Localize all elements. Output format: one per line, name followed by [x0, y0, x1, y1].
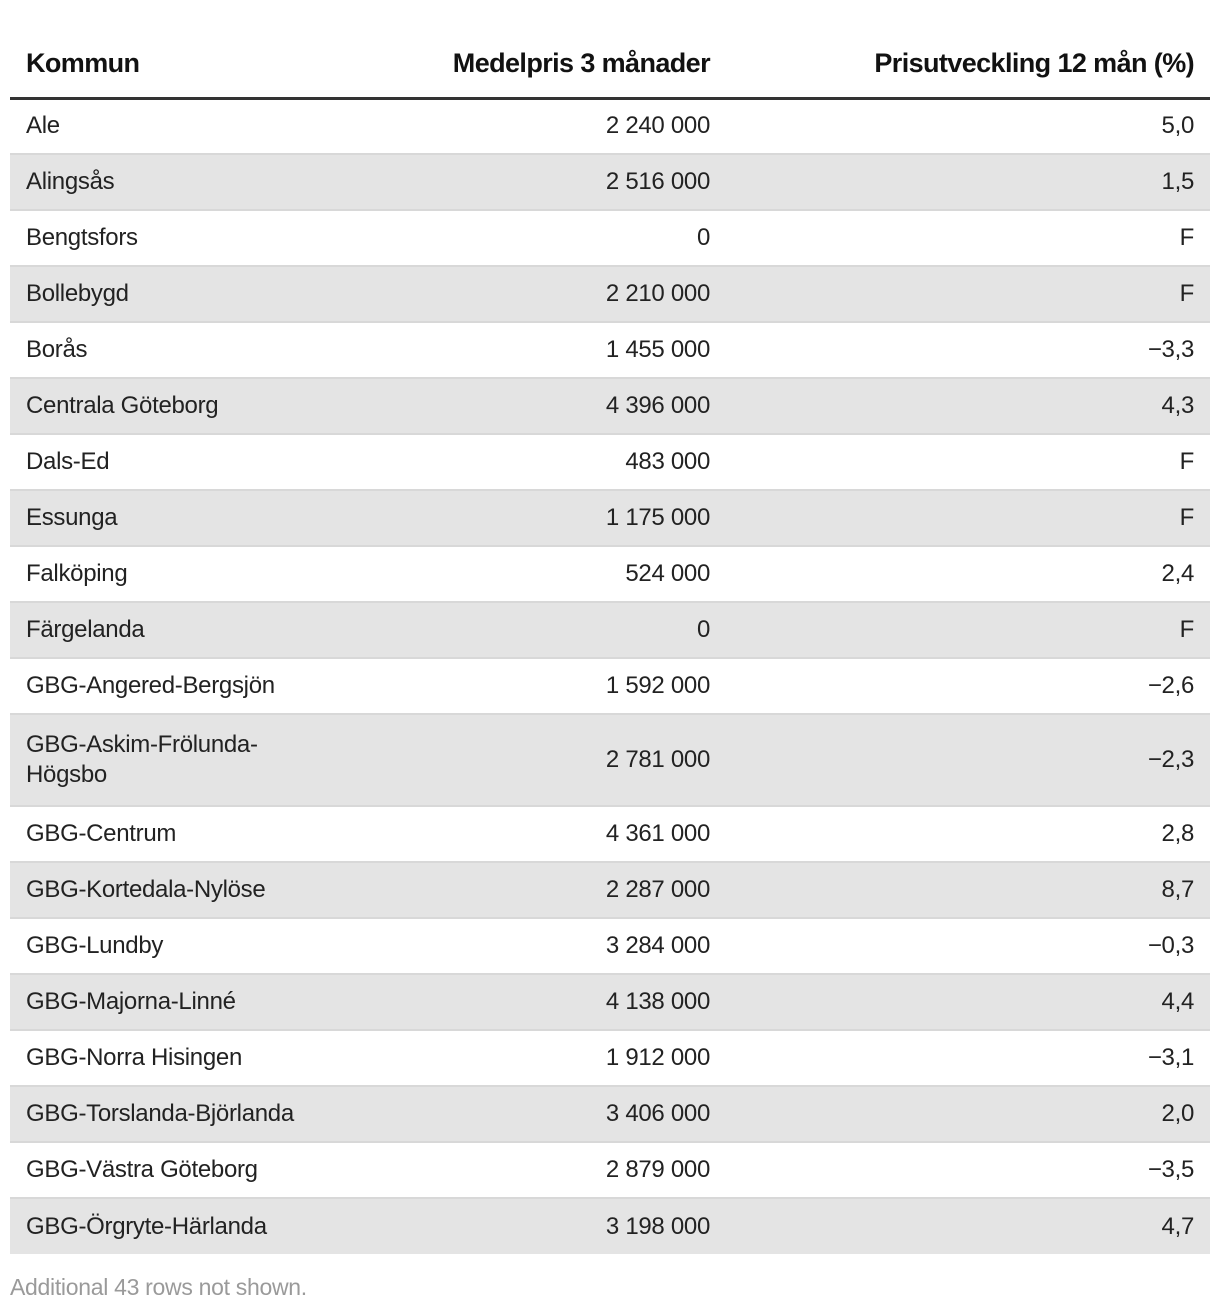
cell-prisutveckling: −0,3 [726, 918, 1210, 974]
cell-prisutveckling: F [726, 266, 1210, 322]
cell-prisutveckling: −3,3 [726, 322, 1210, 378]
cell-medelpris: 2 516 000 [330, 154, 726, 210]
cell-medelpris: 4 138 000 [330, 974, 726, 1030]
cell-medelpris: 1 592 000 [330, 658, 726, 714]
cell-kommun: GBG-Lundby [10, 918, 330, 974]
table-row [10, 434, 1210, 490]
cell-kommun-line: GBG-Askim-Frölunda- [26, 731, 258, 758]
cell-kommun [10, 714, 330, 806]
price-table [10, 0, 1210, 1254]
cell-kommun: Ale [10, 98, 330, 154]
cell-medelpris: 0 [330, 602, 726, 658]
table-row [10, 322, 1210, 378]
price-table-container [10, 0, 1210, 1254]
cell-kommun: Bengtsfors [10, 210, 330, 266]
table-row [10, 658, 1210, 714]
table-row [10, 714, 1210, 806]
cell-prisutveckling: 4,3 [726, 378, 1210, 434]
cell-kommun: Bollebygd [10, 266, 330, 322]
column-header-prisutveckling[interactable]: Prisutveckling 12 mån (%) [726, 0, 1210, 98]
cell-medelpris: 4 396 000 [330, 378, 726, 434]
table-row [10, 806, 1210, 862]
cell-kommun: Färgelanda [10, 602, 330, 658]
cell-prisutveckling: 1,5 [726, 154, 1210, 210]
table-row [10, 98, 1210, 154]
cell-kommun: GBG-Norra Hisingen [10, 1030, 330, 1086]
table-row [10, 490, 1210, 546]
header-row [10, 0, 1210, 98]
cell-medelpris: 2 781 000 [330, 714, 726, 806]
cell-prisutveckling: 2,0 [726, 1086, 1210, 1142]
table-row [10, 1198, 1210, 1254]
cell-medelpris: 483 000 [330, 434, 726, 490]
table-row [10, 1142, 1210, 1198]
cell-prisutveckling: F [726, 490, 1210, 546]
cell-prisutveckling: F [726, 210, 1210, 266]
cell-kommun: Alingsås [10, 154, 330, 210]
cell-medelpris: 1 455 000 [330, 322, 726, 378]
table-row [10, 1086, 1210, 1142]
cell-prisutveckling: 4,7 [726, 1198, 1210, 1254]
cell-prisutveckling: 8,7 [726, 862, 1210, 918]
table-row [10, 1030, 1210, 1086]
cell-prisutveckling: −2,6 [726, 658, 1210, 714]
cell-prisutveckling: 2,8 [726, 806, 1210, 862]
cell-kommun-line: Högsbo [26, 761, 107, 788]
table-row [10, 602, 1210, 658]
cell-medelpris: 3 284 000 [330, 918, 726, 974]
cell-medelpris: 1 912 000 [330, 1030, 726, 1086]
cell-kommun: Centrala Göteborg [10, 378, 330, 434]
cell-medelpris: 3 406 000 [330, 1086, 726, 1142]
cell-kommun: GBG-Majorna-Linné [10, 974, 330, 1030]
column-header-kommun[interactable]: Kommun [10, 0, 330, 98]
table-row [10, 546, 1210, 602]
cell-prisutveckling: F [726, 434, 1210, 490]
column-header-medelpris[interactable]: Medelpris 3 månader [330, 0, 726, 98]
cell-kommun: GBG-Västra Göteborg [10, 1142, 330, 1198]
cell-kommun: Borås [10, 322, 330, 378]
cell-kommun: Essunga [10, 490, 330, 546]
cell-prisutveckling: −3,1 [726, 1030, 1210, 1086]
cell-medelpris: 2 879 000 [330, 1142, 726, 1198]
cell-prisutveckling: F [726, 602, 1210, 658]
cell-prisutveckling: −2,3 [726, 714, 1210, 806]
table-row [10, 918, 1210, 974]
table-row [10, 862, 1210, 918]
table-row [10, 210, 1210, 266]
cell-medelpris: 524 000 [330, 546, 726, 602]
cell-prisutveckling: 4,4 [726, 974, 1210, 1030]
cell-medelpris: 2 240 000 [330, 98, 726, 154]
cell-medelpris: 2 210 000 [330, 266, 726, 322]
cell-medelpris: 2 287 000 [330, 862, 726, 918]
table-row [10, 378, 1210, 434]
table-body [10, 98, 1210, 1254]
table-row [10, 154, 1210, 210]
cell-kommun: GBG-Örgryte-Härlanda [10, 1198, 330, 1254]
table-header [10, 0, 1210, 98]
cell-prisutveckling: 5,0 [726, 98, 1210, 154]
rows-not-shown-note: Additional 43 rows not shown. [10, 1274, 307, 1300]
cell-prisutveckling: −3,5 [726, 1142, 1210, 1198]
cell-prisutveckling: 2,4 [726, 546, 1210, 602]
cell-medelpris: 3 198 000 [330, 1198, 726, 1254]
cell-medelpris: 1 175 000 [330, 490, 726, 546]
cell-kommun: GBG-Kortedala-Nylöse [10, 862, 330, 918]
table-row [10, 974, 1210, 1030]
cell-kommun: Dals-Ed [10, 434, 330, 490]
cell-kommun: GBG-Centrum [10, 806, 330, 862]
cell-kommun: GBG-Angered-Bergsjön [10, 658, 330, 714]
table-row [10, 266, 1210, 322]
cell-medelpris: 4 361 000 [330, 806, 726, 862]
cell-kommun: GBG-Torslanda-Björlanda [10, 1086, 330, 1142]
cell-kommun: Falköping [10, 546, 330, 602]
cell-medelpris: 0 [330, 210, 726, 266]
